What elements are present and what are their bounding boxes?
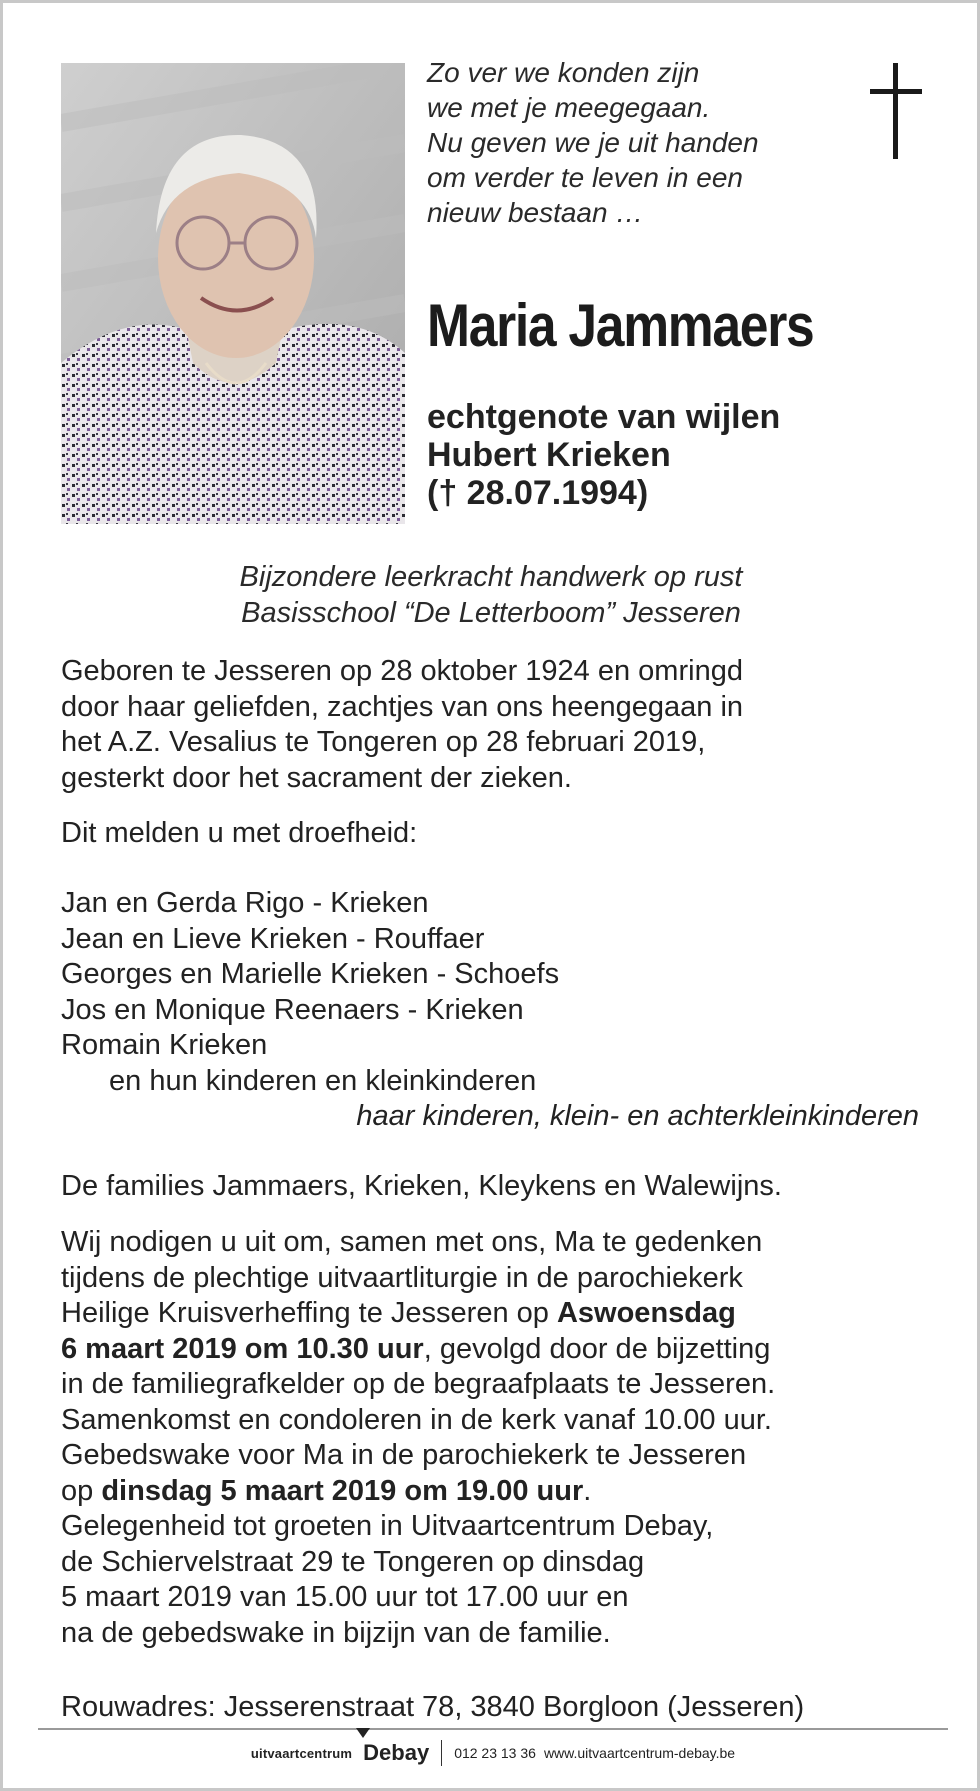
occupation [61,559,921,631]
wake-date-time: dinsdag 5 maart 2019 om 19.00 uur [101,1474,584,1507]
cross-icon [866,63,926,163]
footer-separator [441,1740,442,1766]
text-line: de Schiervelstraat 29 te Tongeren op dinsdag [61,1545,645,1578]
grandchildren-line: haar kinderen, klein- en achterkleinkinderen [356,1100,919,1132]
text-line: het A.Z. Vesalius te Tongeren op 28 februari 2019, [61,726,706,758]
portrait-image [61,63,405,524]
brand-small: uitvaartcentrum [250,1745,353,1761]
poem-line: Nu geven we je uit handen [427,127,759,158]
announcement-line: Dit melden u met droefheid: [61,817,418,849]
footer-divider [38,1728,948,1730]
family-member: Jos en Monique Reenaers - Krieken [61,993,524,1026]
text-line: Gelegenheid tot groeten in Uitvaartcentrum Debay, [61,1510,714,1542]
text-line: Wij nodigen u uit om, samen met ons, Ma te gedenken [61,1226,763,1258]
children-line: en hun kinderen en kleinkinderen [109,1064,537,1097]
spouse-line: echtgenote van wijlen [427,398,781,436]
text-line: in de familiegrafkelder op de begraafplaats te Jesseren. [61,1368,776,1400]
funeral-date-time: 6 maart 2019 om 10.30 uur [61,1332,424,1365]
spouse-line: († 28.07.1994) [427,474,649,512]
phone-number: 012 23 13 36 [454,1745,536,1761]
text-line: door haar geliefden, zachtjes van ons heengegaan in [61,690,744,723]
invitation-paragraph [61,1225,941,1651]
text-line [61,1296,941,1332]
brand-name: Debay [363,1740,430,1765]
deceased-name: Maria Jammaers [427,292,814,359]
text-span: Heilige Kruisverheffing te Jesseren op [61,1297,557,1329]
mourning-address: Rouwadres: Jesserenstraat 78, 3840 Borgloon (Jesseren) [61,1691,805,1723]
text-span: , gevolgd door de bijzetting [423,1332,771,1365]
text-line [61,1474,941,1510]
occupation-line: Basisschool “De Letterboom” Jesseren [241,597,741,629]
families-line: De families Jammaers, Krieken, Kleykens en Walewijns. [61,1170,782,1202]
poem [427,55,847,230]
family-member: Romain Krieken [61,1029,268,1061]
text-span: . [583,1474,592,1507]
family-member: Jan en Gerda Rigo - Krieken [61,887,429,919]
family-list [61,886,941,1135]
text-line: na de gebedswake in bijzijn van de familie. [61,1616,611,1649]
text-line: Gebedswake voor Ma in de parochiekerk te Jesseren [61,1439,747,1471]
text-line: Geboren te Jesseren op 28 oktober 1924 en omringd [61,655,743,687]
family-member: Georges en Marielle Krieken - Schoefs [61,958,560,990]
poem-line: Zo ver we konden zijn [427,57,700,88]
text-line: Samenkomst en condoleren in de kerk vanaf 10.00 uur. [61,1403,772,1436]
website-link[interactable]: www.uitvaartcentrum-debay.be [543,1745,736,1761]
portrait-photo [61,63,405,524]
footer [3,1740,980,1766]
poem-line: nieuw bestaan … [427,197,644,228]
spouse-info [427,398,780,512]
triangle-marker-icon [356,1728,370,1738]
poem-line: om verder te leven in een [427,162,743,193]
text-line: 5 maart 2019 van 15.00 uur tot 17.00 uur en [61,1581,629,1613]
occupation-line: Bijzondere leerkracht handwerk op rust [239,561,743,593]
family-member: Jean en Lieve Krieken - Rouffaer [61,922,485,955]
poem-line: we met je meegegaan. [427,92,711,123]
text-line: gesterkt door het sacrament der zieken. [61,761,572,794]
spouse-line: Hubert Krieken [427,436,671,474]
birth-death-paragraph [61,654,941,796]
text-line: tijdens de plechtige uitvaartliturgie in de parochiekerk [61,1261,743,1294]
text-line [61,1332,941,1368]
text-span: op [61,1474,102,1507]
funeral-day: Aswoensdag [556,1297,736,1329]
